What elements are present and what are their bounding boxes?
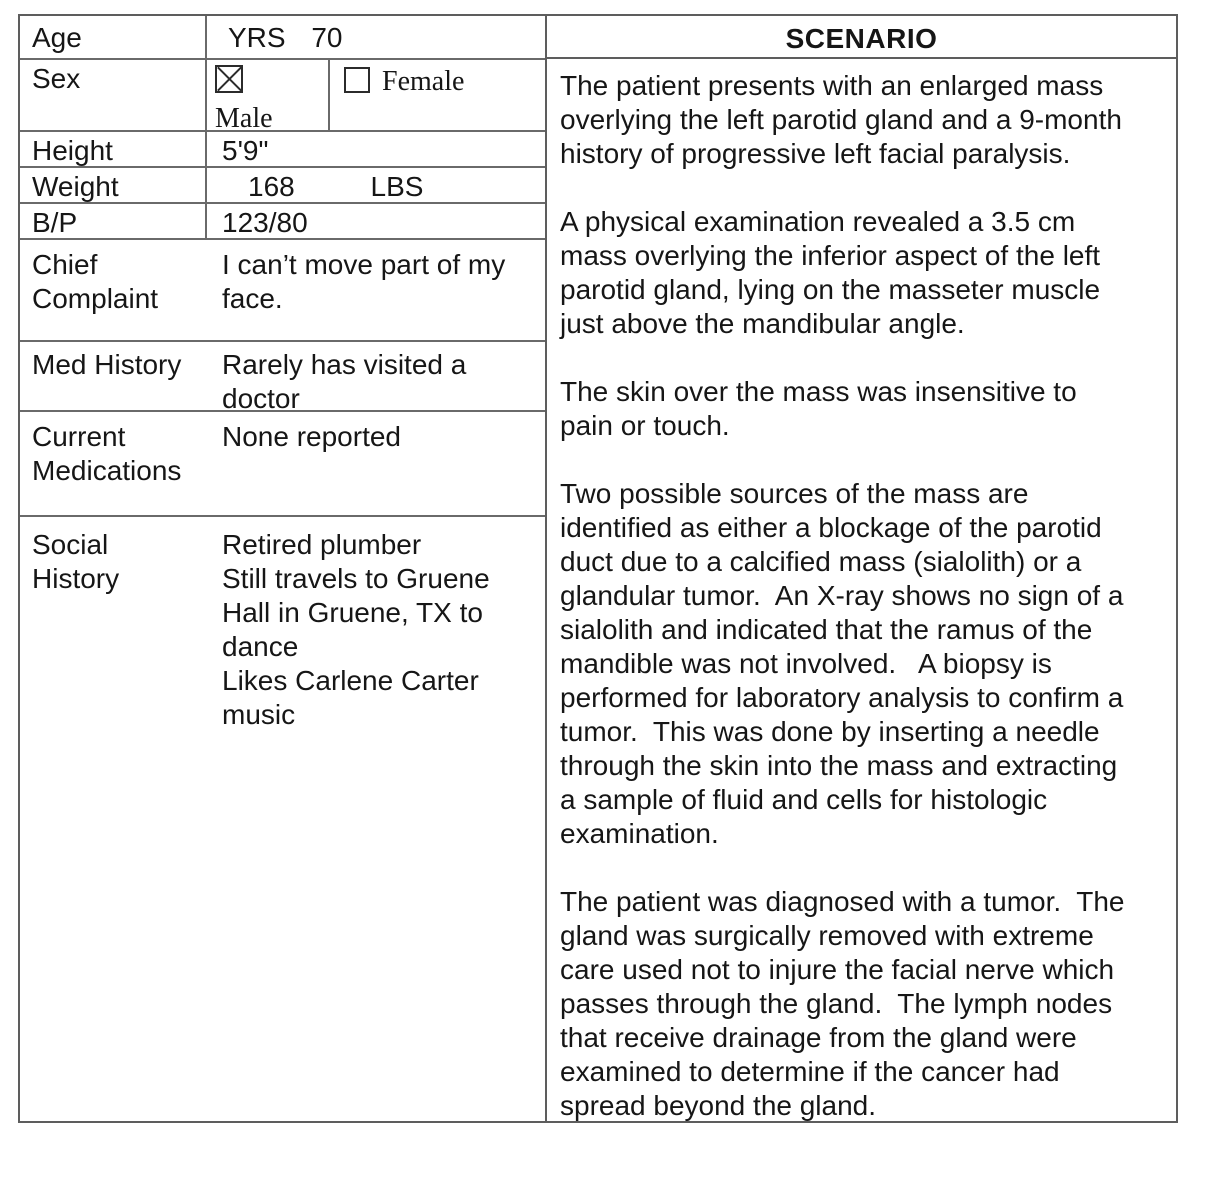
row-med-history: [20, 342, 545, 412]
weight-value-cell: [207, 168, 545, 202]
row-sex: [20, 60, 545, 132]
row-chief-complaint: [20, 240, 545, 342]
scenario-text: [547, 59, 1176, 1123]
male-label: Male: [215, 103, 273, 134]
male-checkbox-icon: [215, 65, 243, 93]
sex-value-cell: [207, 60, 545, 134]
scenario-paragraph: The patient presents with an enlarged mass overlying the left parotid gland and a 9-month history of progressive left facial paralysis.: [560, 70, 1122, 169]
current-medications-label: Current Medications: [32, 421, 182, 486]
med-history-value: Rarely has visited a doctor: [222, 349, 467, 414]
bp-label: B/P: [20, 204, 207, 238]
height-value: 5'9": [222, 135, 269, 166]
bp-value: 123/80: [222, 207, 308, 238]
age-value-cell: [207, 16, 545, 58]
age-unit: YRS: [228, 22, 286, 53]
female-checkbox-icon: [344, 67, 370, 93]
sex-female-cell: [330, 60, 545, 130]
scenario-paragraph: A physical examination revealed a 3.5 cm mass overlying the inferior aspect of the left parotid gland, lying on the masseter muscle just above the mandibular angle.: [560, 206, 1101, 339]
row-social-history: [20, 517, 545, 1121]
med-history-label: Med History: [32, 349, 182, 380]
social-history-value: Retired plumber Still travels to Gruene Hall in Gruene, TX to dance Likes Carlene Carter music: [222, 529, 490, 730]
current-medications-value: None reported: [222, 421, 402, 452]
sex-label: Sex: [20, 60, 207, 130]
row-height: [20, 132, 545, 168]
weight-unit: LBS: [370, 171, 424, 202]
scenario-paragraph: Two possible sources of the mass are identified as either a blockage of the parotid duct due to a calcified mass (sialolith) or a glandular tumor. An X-ray shows no sign of a sialolith and indicated that the ramus of the mandible was not involved. A biopsy is performed for laboratory analysis to confirm a tumor. This was done by inserting a needle through the skin into the mass and extracting a sample of fluid and cells for histologic examination.: [560, 478, 1124, 849]
chief-complaint-value: I can’t move part of my face.: [222, 249, 506, 314]
female-label: Female: [382, 66, 465, 97]
social-history-label: Social History: [32, 529, 120, 594]
age-label: Age: [20, 16, 207, 58]
row-bp: [20, 204, 545, 240]
row-age: [20, 16, 545, 60]
patient-info-panel: [20, 16, 547, 1121]
row-current-medications: [20, 412, 545, 517]
weight-value: 168: [248, 171, 295, 202]
scenario-paragraph: The skin over the mass was insensitive to pain or touch.: [560, 376, 1077, 441]
age-value: 70: [311, 22, 343, 53]
weight-label: Weight: [20, 168, 207, 202]
scenario-title: SCENARIO: [547, 16, 1176, 59]
row-weight: [20, 168, 545, 204]
height-label: Height: [20, 132, 207, 166]
chief-complaint-label: Chief Complaint: [32, 249, 159, 314]
patient-case-table: [18, 14, 1178, 1123]
sex-male-cell: [207, 60, 330, 134]
scenario-panel: [547, 16, 1176, 1121]
scenario-paragraph: The patient was diagnosed with a tumor. The gland was surgically removed with extreme care used not to injure the facial nerve which passes through the gland. The lymph nodes that receive drainage from the gland were examined to determine if the cancer had spread beyond the gland.: [560, 886, 1125, 1121]
